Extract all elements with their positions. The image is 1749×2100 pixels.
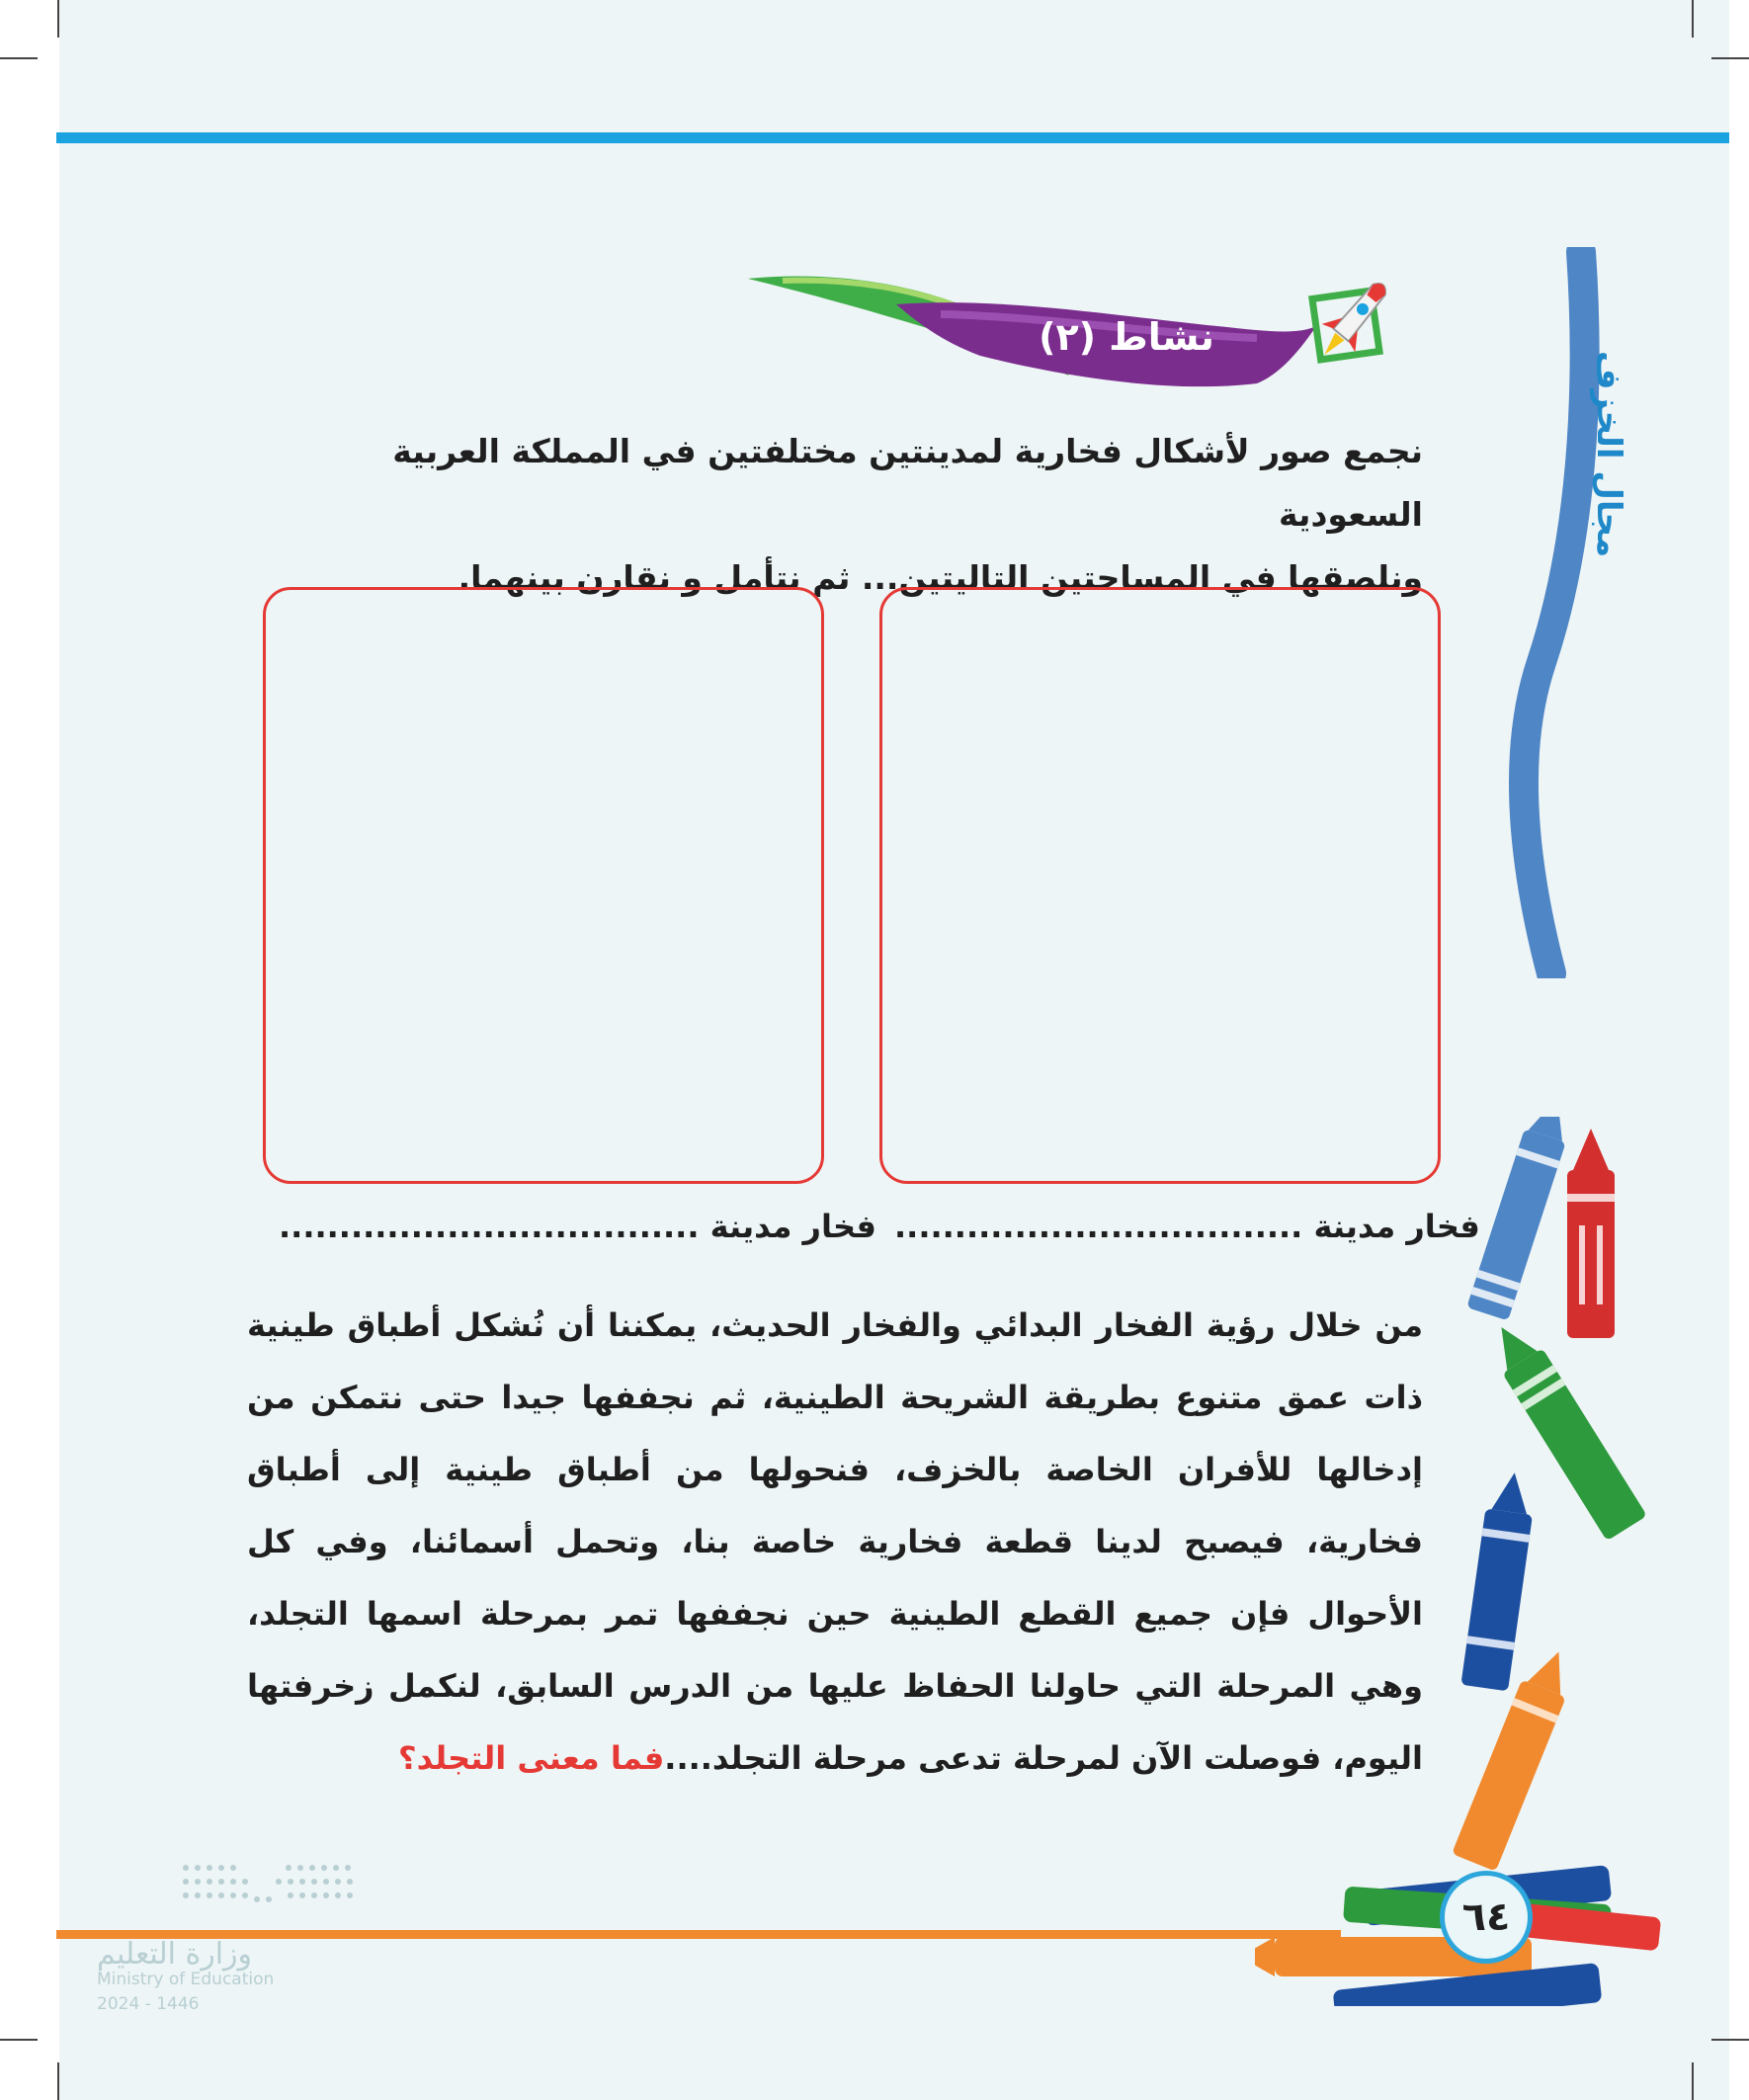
image-frame-left[interactable] xyxy=(263,587,824,1184)
intro-line-1: نجمع صور لأشكال فخارية لمدينتين مختلفتين في المملكة العربية السعودية xyxy=(392,432,1423,534)
caption-right: فخار مدينة .................................. xyxy=(894,1208,1480,1245)
page-number: ٦٤ xyxy=(1440,1871,1533,1964)
ministry-logo-icon xyxy=(180,1860,353,1911)
ministry-year: 2024 - 1446 xyxy=(97,1994,200,2014)
crop-mark xyxy=(1692,2062,1694,2100)
ministry-name-en: Ministry of Education xyxy=(97,1970,275,1989)
intro-line-2: ونلصقها في المساحتين التاليتين... ثم نتأمل و نقارن بينهما. xyxy=(458,558,1423,597)
crop-mark xyxy=(0,2039,38,2041)
top-rule xyxy=(56,132,1729,143)
crop-mark xyxy=(1711,2039,1749,2041)
crayon-blue-dark xyxy=(1460,1470,1538,1692)
image-frame-right[interactable] xyxy=(879,587,1441,1184)
crayon-red xyxy=(1567,1129,1615,1338)
body-text: من خلال رؤية الفخار البدائي والفخار الحديث، يمكننا أن نُشكل أطباق طينية ذات عمق متنوع بطريقة الشريحة الطينية، ثم نجففها جيدا حتى نتمكن من إدخالها للأفران الخاصة بالخزف، فنحولها من أطباق طينية إلى أطباق فخارية، فيصبح لدينا قطعة فخارية خاصة بنا، وتحمل أسمائنا، وفي كل الأحوال فإن جميع القطع الطينية حين نجففها تمر بمرحلة اسمها التجلد، وهي المرحلة التي حاولنا الحفاظ عليها من الدرس السابق، لنكمل زخرفتها اليوم، فوصلت الآن لمرحلة تدعى مرحلة التجلد.... xyxy=(247,1306,1423,1777)
ministry-name-ar: وزارة التعليم xyxy=(97,1937,253,1972)
caption-left: فخار مدينة ................................... xyxy=(279,1208,876,1245)
side-tab-label: مجال الخزف xyxy=(1589,351,1628,558)
crayon-blue-light xyxy=(1466,1117,1578,1321)
crop-mark xyxy=(1692,0,1694,38)
activity-title: نشاط (٢) xyxy=(1039,315,1214,359)
crop-mark xyxy=(0,57,38,59)
crop-mark xyxy=(57,2062,59,2100)
intro-text xyxy=(247,420,1423,610)
crop-mark xyxy=(1711,57,1749,59)
body-question: فما معنى التجلد؟ xyxy=(398,1739,665,1777)
body-paragraph xyxy=(247,1290,1423,1795)
crop-mark xyxy=(57,0,59,38)
